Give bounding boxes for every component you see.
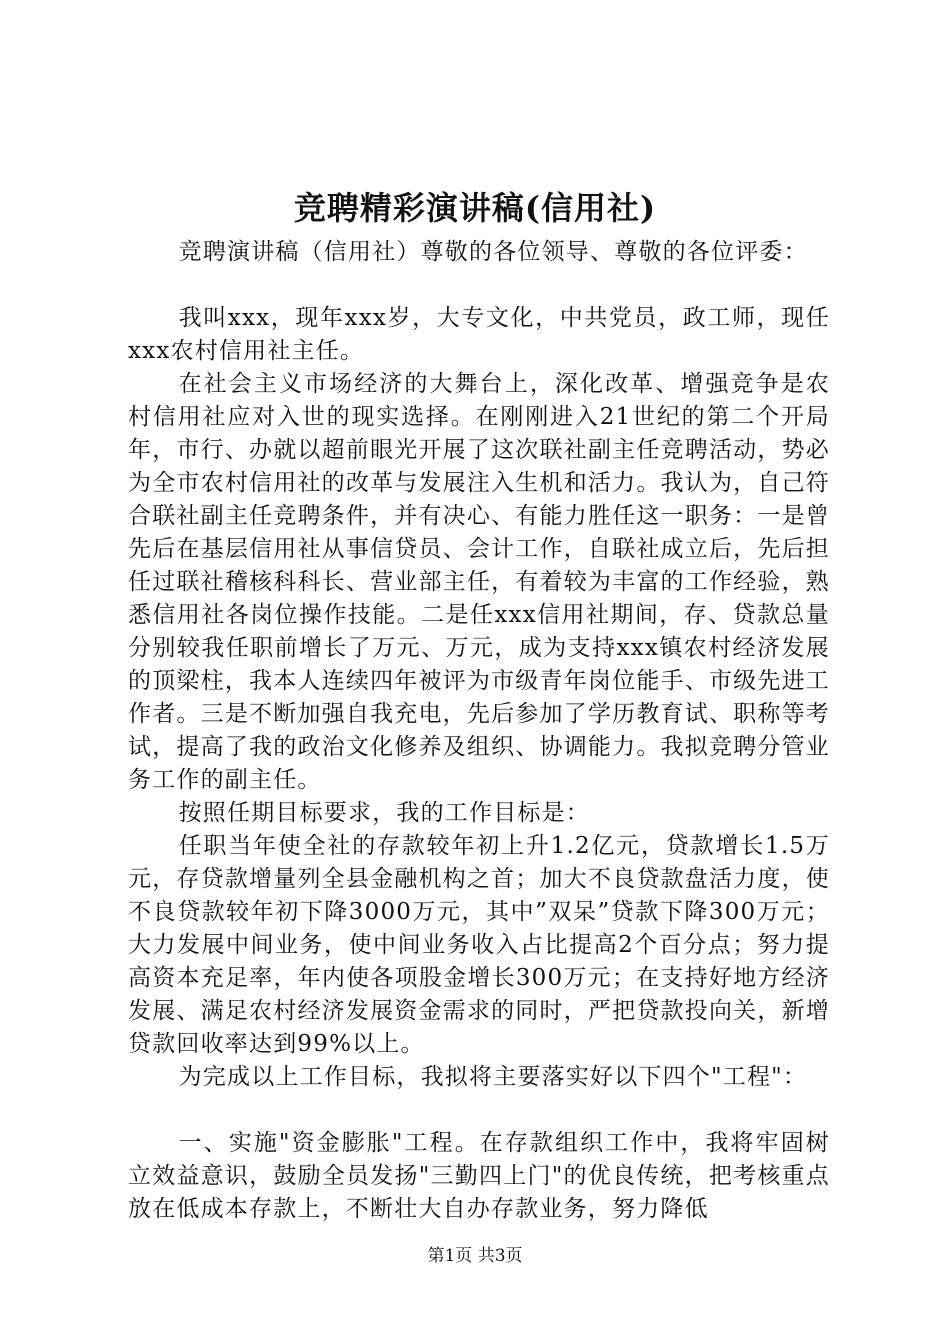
page-footer: 第1页 共3页 [427,1246,523,1266]
paragraph-background: 在社会主义市场经济的大舞台上，深化改革、增强竞争是农村信用社应对入世的现实选择。在刚刚进入21世纪的第二个开局年，市行、办就以超前眼光开展了这次联社副主任竞聘活动，势必为全市农村信用社的改革与发展注入生机和活力。我认为，自己符合联社副主任竞聘条件，并有决心、有能力胜任这一职务：一是曾先后在基层信用社从事信贷员、会计工作，自联社成立后，先后担任过联社稽核科科长、营业部主任，有着较为丰富的工作经验，熟悉信用社各岗位操作技能。二是任xxx信用社期间，存、贷款总量分别较我任职前增长了万元、万元，成为支持xxx镇农村经济发展的顶梁柱，我本人连续四年被评为市级青年岗位能手、市级先进工作者。三是不断加强自我充电，先后参加了学历教育试、职称等考试，提高了我的政治文化修养及组织、协调能力。我拟竞聘分管业务工作的副主任。 [128,371,830,793]
paragraph-intro: 我叫xxx，现年xxx岁，大专文化，中共党员，政工师，现任xxx农村信用社主任。 [128,305,830,364]
document-title: 竞聘精彩演讲稿(信用社) [293,189,657,227]
paragraph-goals: 任职当年使全社的存款较年初上升1.2亿元，贷款增长1.5万元，存贷款增量列全县金融机构之首；加大不良贷款盘活力度，使不良贷款较年初下降3000万元，其中”双呆”贷款下降300万元；大力发展中间业务，使中间业务收入占比提高2个百分点；努力提高资本充足率，年内使各项股金增长300万元；在支持好地方经济发展、满足农村经济发展资金需求的同时，严把贷款投向关，新增贷款回收率达到99%以上。 [128,833,830,1057]
paragraph-goal-heading: 按照任期目标要求，我的工作目标是： [178,800,590,826]
paragraph-greeting: 竞聘演讲稿（信用社）尊敬的各位领导、尊敬的各位评委： [178,239,808,265]
paragraph-projects-heading: 为完成以上工作目标，我拟将主要落实好以下四个"工程"： [178,1064,808,1090]
paragraph-project-one: 一、实施"资金膨胀"工程。在存款组织工作中，我将牢固树立效益意识，鼓励全员发扬"三勤四上门"的优良传统，把考核重点放在低成本存款上，不断壮大自办存款业务，努力降低 [128,1130,830,1222]
document-body [128,236,830,1226]
